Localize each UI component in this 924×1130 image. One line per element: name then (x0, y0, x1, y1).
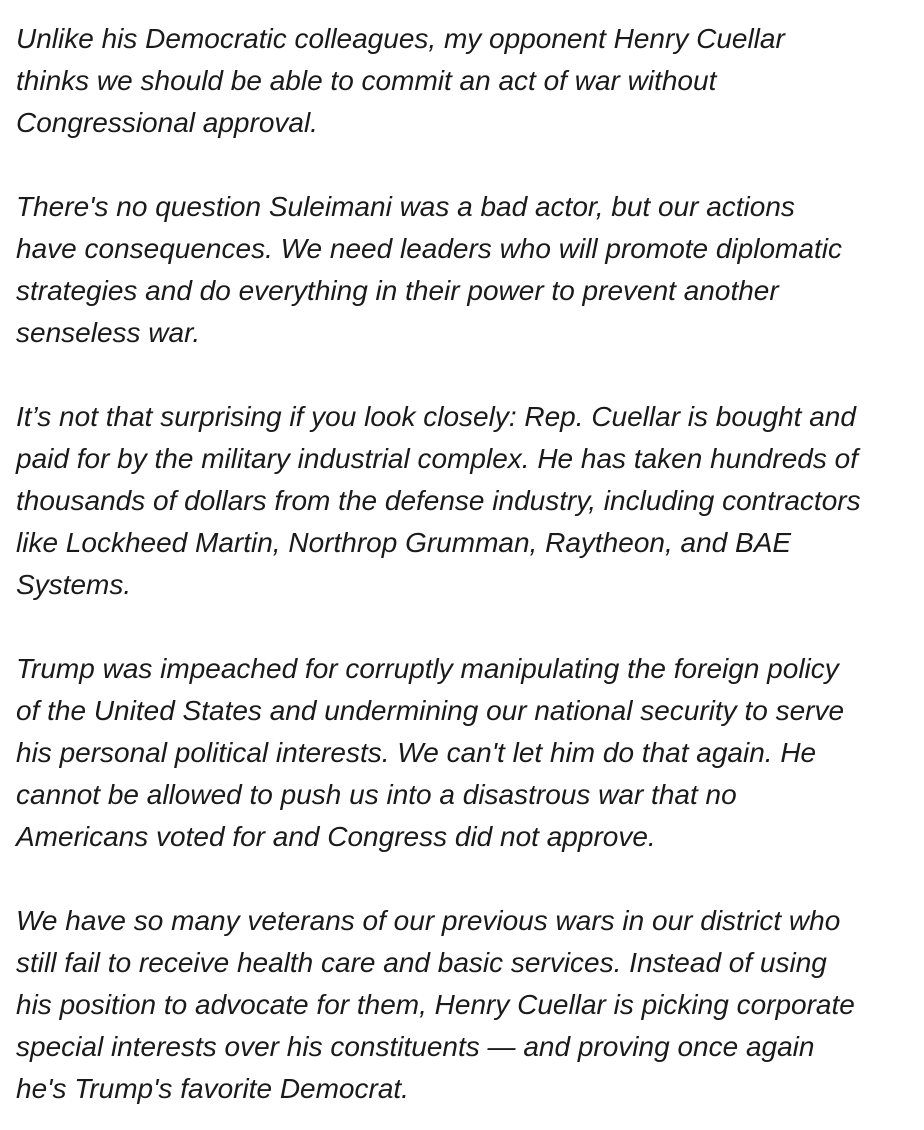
paragraph-line: his personal political interests. We can't let him do that again. He (16, 737, 817, 768)
paragraph-line: cannot be allowed to push us into a disastrous war that no (16, 779, 737, 810)
paragraph-line: There's no question Suleimani was a bad actor, but our actions (16, 191, 795, 222)
paragraph-veterans (16, 900, 904, 1110)
paragraph-line: still fail to receive health care and basic services. Instead of using (16, 947, 827, 978)
paragraph-line: his position to advocate for them, Henry Cuellar is picking corporate (16, 989, 855, 1020)
paragraph-line: Systems. (16, 569, 132, 600)
paragraph-line: like Lockheed Martin, Northrop Grumman, Raytheon, and BAE (16, 527, 792, 558)
paragraph-line: of the United States and undermining our national security to serve (16, 695, 845, 726)
paragraph-line: he's Trump's favorite Democrat. (16, 1073, 409, 1104)
paragraph-line: paid for by the military industrial complex. He has taken hundreds of (16, 443, 858, 474)
paragraph-defense-industry (16, 396, 904, 606)
paragraph-line: strategies and do everything in their power to prevent another (16, 275, 779, 306)
paragraph-war-powers (16, 18, 904, 144)
paragraph-line: special interests over his constituents — and proving once again (16, 1031, 815, 1062)
paragraph-line: thousands of dollars from the defense industry, including contractors (16, 485, 861, 516)
paragraph-line: Congressional approval. (16, 107, 318, 138)
paragraph-impeachment (16, 648, 904, 858)
paragraph-line: Unlike his Democratic colleagues, my opponent Henry Cuellar (16, 23, 785, 54)
paragraph-line: Americans voted for and Congress did not approve. (16, 821, 656, 852)
paragraph-line: Trump was impeached for corruptly manipulating the foreign policy (16, 653, 839, 684)
paragraph-line: It’s not that surprising if you look closely: Rep. Cuellar is bought and (16, 401, 856, 432)
paragraph-line: We have so many veterans of our previous wars in our district who (16, 905, 841, 936)
paragraph-line: senseless war. (16, 317, 201, 348)
paragraph-line: have consequences. We need leaders who will promote diplomatic (16, 233, 842, 264)
paragraph-line: thinks we should be able to commit an act of war without (16, 65, 717, 96)
paragraph-suleimani (16, 186, 904, 354)
